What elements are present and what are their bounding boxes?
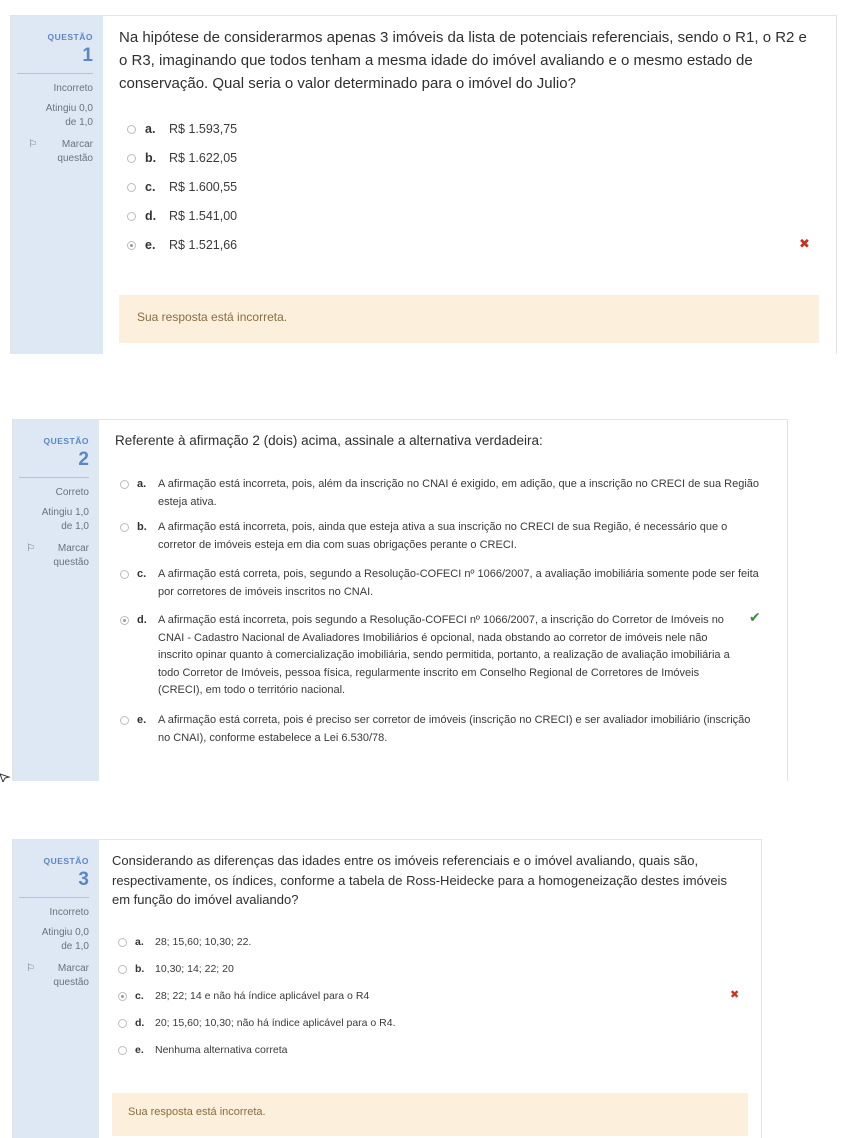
close-icon: ✖: [799, 236, 810, 251]
answer-option-d[interactable]: [127, 209, 237, 223]
option-letter: b.: [137, 521, 147, 533]
radio-d[interactable]: [127, 212, 136, 221]
flag-icon: ⚐: [26, 963, 35, 974]
option-letter: e.: [135, 1044, 144, 1056]
radio-a[interactable]: [120, 480, 129, 489]
option-text: A afirmação está incorreta, pois segundo a Resolução-COFECI nº 1066/2007, a inscrição do Corretor de Imóveis no CNAI - Cadastro Nacional de Avaliadores Imobiliários é opcional, nada obstando ao corretor de imóveis nele não inscrito opinar quanto à comercialização imobiliária, sendo permitida, portanto, a realização de avaliação imobiliária a todo Corretor de Imóveis, pessoa física, regularmente inscrito em Conselho Regional de Corretores de Imóveis (CRECI), em todo o território nacional.: [158, 614, 730, 696]
cursor-icon: [0, 773, 12, 782]
question-card-2: [12, 419, 788, 781]
answer-option-c[interactable]: [120, 566, 760, 601]
answer-option-c[interactable]: [127, 180, 237, 194]
option-letter: b.: [145, 151, 157, 165]
option-letter: c.: [137, 568, 147, 580]
option-letter: b.: [135, 963, 145, 975]
option-letter: c.: [145, 180, 156, 194]
feedback-text: Sua resposta está incorreta.: [128, 1106, 266, 1118]
feedback-box: [119, 295, 819, 343]
question-state: Incorreto: [53, 83, 93, 94]
question-card-3: [12, 839, 762, 1138]
flag-question-button[interactable]: [19, 962, 89, 990]
radio-a[interactable]: [127, 125, 136, 134]
option-text: 20; 15,60; 10,30; não há índice aplicável para o R4.: [155, 1017, 396, 1029]
flag-question-label: Marcar questão: [53, 963, 89, 988]
option-text: R$ 1.521,66: [169, 238, 238, 252]
check-icon: ✔: [749, 609, 761, 625]
question-text: Considerando as diferenças das idades entre os imóveis referenciais e o imóvel avaliando, quais são, respectivamente, os índices, conforme a tabela de Ross-Heidecke para a homogeneização destes imóveis em função do imóvel avaliando?: [112, 853, 727, 907]
option-text: A afirmação está incorreta, pois, ainda que esteja ativa a sua inscrição no CRECI de sua Região, é necessário que o corretor de imóveis esteja em dia com suas obrigações perante o CRECI.: [158, 521, 728, 551]
question-label: QUESTÃO: [47, 32, 93, 42]
flag-question-button[interactable]: [17, 138, 93, 166]
radio-a[interactable]: [118, 938, 127, 947]
option-letter: d.: [137, 614, 147, 626]
radio-c[interactable]: [120, 570, 129, 579]
question-number: 1: [17, 45, 93, 74]
radio-b[interactable]: [118, 965, 127, 974]
option-letter: a.: [137, 478, 147, 490]
question-content-1: [103, 16, 836, 354]
answer-option-a[interactable]: [127, 122, 237, 136]
option-letter: c.: [135, 990, 144, 1002]
option-text: A afirmação está correta, pois, segundo a Resolução-COFECI nº 1066/2007, a avaliação imobiliária somente pode ser feita por corretores de imóveis inscritos no CNAI.: [158, 568, 759, 598]
question-state: Incorreto: [49, 907, 89, 918]
answer-option-b[interactable]: [127, 151, 237, 165]
question-label: QUESTÃO: [43, 436, 89, 446]
flag-question-label: Marcar questão: [57, 139, 93, 164]
option-text: R$ 1.593,75: [169, 122, 238, 136]
option-text: Nenhuma alternativa correta: [155, 1044, 288, 1056]
radio-d[interactable]: [118, 1019, 127, 1028]
radio-c-selected[interactable]: [118, 992, 127, 1001]
question-number: 3: [19, 869, 89, 898]
option-letter: e.: [137, 714, 147, 726]
answer-option-d[interactable]: [120, 612, 740, 700]
radio-c[interactable]: [127, 183, 136, 192]
radio-e[interactable]: [118, 1046, 127, 1055]
option-text: 28; 22; 14 e não há índice aplicável para o R4: [155, 990, 370, 1002]
question-info-3: [13, 840, 99, 1138]
option-letter: d.: [145, 209, 157, 223]
answer-option-b[interactable]: [118, 963, 234, 975]
question-card-1: [10, 15, 837, 354]
option-text: R$ 1.600,55: [169, 180, 238, 194]
option-text: A afirmação está correta, pois é preciso ser corretor de imóveis (inscrição no CRECI) e ser avaliador imobiliário (inscrição no CNAI), conforme estabelece a Lei 6.530/78.: [158, 714, 751, 744]
option-letter: e.: [145, 238, 156, 252]
answer-option-c[interactable]: [118, 990, 369, 1002]
flag-question-button[interactable]: [19, 542, 89, 570]
answer-option-d[interactable]: [118, 1017, 396, 1029]
question-content-2: [99, 420, 787, 781]
option-text: R$ 1.541,00: [169, 209, 238, 223]
question-text: Referente à afirmação 2 (dois) acima, assinale a alternativa verdadeira:: [115, 433, 543, 448]
question-info-1: [11, 16, 103, 354]
answer-option-e[interactable]: [120, 712, 760, 747]
option-letter: a.: [145, 122, 156, 136]
option-letter: d.: [135, 1017, 145, 1029]
question-content-3: [99, 840, 761, 1138]
option-text: A afirmação está incorreta, pois, além da inscrição no CNAI é exigido, em adição, que a inscrição no CRECI de sua Região esteja ativa.: [158, 478, 760, 508]
flag-question-label: Marcar questão: [53, 543, 89, 568]
question-grade: Atingiu 1,0 de 1,0: [41, 507, 89, 532]
answer-option-a[interactable]: [120, 476, 760, 511]
question-state: Correto: [55, 487, 89, 498]
question-label: QUESTÃO: [43, 856, 89, 866]
radio-e-selected[interactable]: [127, 241, 136, 250]
radio-b[interactable]: [120, 523, 129, 532]
feedback-box: [112, 1093, 748, 1136]
option-text: 10,30; 14; 22; 20: [155, 963, 234, 975]
question-text: Na hipótese de considerarmos apenas 3 imóveis da lista de potenciais referenciais, sendo o R1, o R2 e o R3, imaginando que todos tenham a mesma idade do imóvel avaliando e o mesmo estado de conservação. Qual seria o valor determinado para o imóvel do Julio?: [119, 29, 807, 92]
flag-icon: ⚐: [28, 139, 37, 150]
question-grade: Atingiu 0,0 de 1,0: [41, 927, 89, 952]
answer-option-b[interactable]: [120, 519, 760, 554]
radio-b[interactable]: [127, 154, 136, 163]
question-number: 2: [19, 449, 89, 478]
feedback-text: Sua resposta está incorreta.: [137, 310, 288, 324]
question-grade: Atingiu 0,0 de 1,0: [45, 103, 93, 128]
radio-d-selected[interactable]: [120, 616, 129, 625]
option-letter: a.: [135, 936, 144, 948]
option-text: R$ 1.622,05: [169, 151, 238, 165]
radio-e[interactable]: [120, 716, 129, 725]
option-text: 28; 15,60; 10,30; 22.: [155, 936, 252, 948]
flag-icon: ⚐: [26, 543, 35, 554]
question-info-2: [13, 420, 99, 781]
close-icon: ✖: [730, 989, 740, 1001]
answer-option-a[interactable]: [118, 936, 251, 948]
answer-option-e[interactable]: [118, 1044, 288, 1056]
answer-option-e[interactable]: [127, 238, 237, 252]
